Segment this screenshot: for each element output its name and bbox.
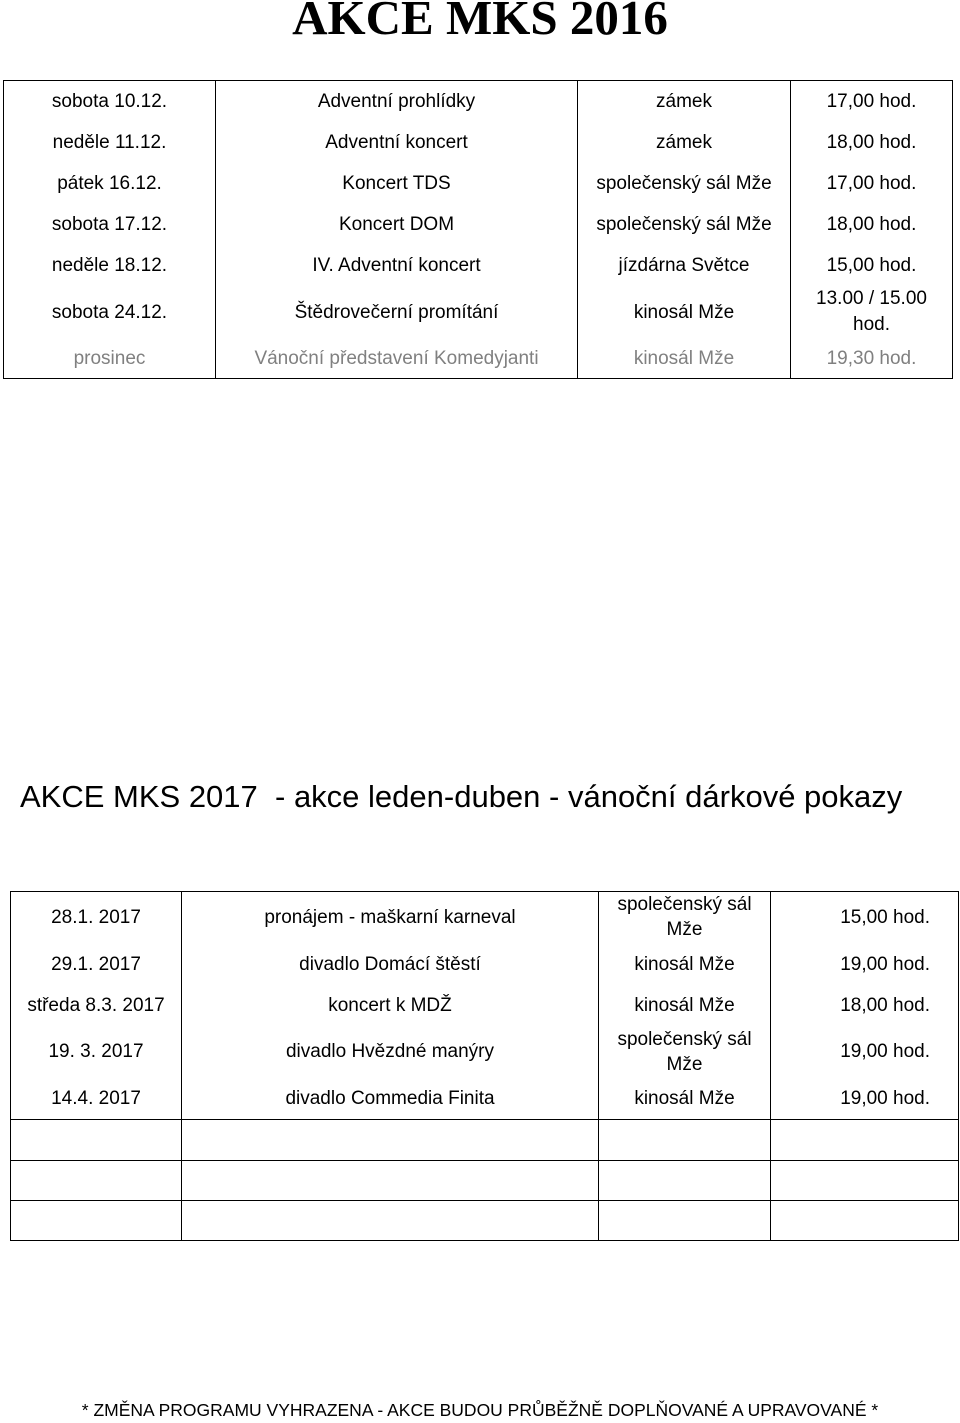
table-row xyxy=(4,122,953,163)
date-cell: 28.1. 2017 xyxy=(11,892,182,943)
table-row xyxy=(11,1078,959,1120)
date-cell: sobota 17.12. xyxy=(4,204,216,245)
empty-row xyxy=(11,1120,959,1161)
date-cell: neděle 18.12. xyxy=(4,245,216,286)
venue-cell: společenský sál Mže xyxy=(578,204,791,245)
event-cell: divadlo Domácí štěstí xyxy=(182,943,599,986)
date-cell: pátek 16.12. xyxy=(4,163,216,204)
venue-cell: společenský sál Mže xyxy=(578,163,791,204)
empty-cell xyxy=(11,1201,182,1241)
empty-cell xyxy=(11,1120,182,1161)
event-cell: Vánoční představení Komedyjanti xyxy=(216,339,578,379)
venue-cell: kinosál Mže xyxy=(599,1078,771,1120)
empty-cell xyxy=(182,1120,599,1161)
date-cell: prosinec xyxy=(4,339,216,379)
time-cell: 17,00 hod. xyxy=(791,163,953,204)
event-cell: Koncert DOM xyxy=(216,204,578,245)
venue-cell xyxy=(599,1026,771,1078)
time-cell: 18,00 hod. xyxy=(791,122,953,163)
empty-cell xyxy=(11,1161,182,1201)
empty-cell xyxy=(771,1161,959,1201)
table-row xyxy=(4,81,953,122)
time-cell: 15,00 hod. xyxy=(771,892,959,943)
date-cell: 19. 3. 2017 xyxy=(11,1026,182,1078)
empty-cell xyxy=(599,1161,771,1201)
time-cell: 15,00 hod. xyxy=(791,245,953,286)
empty-cell xyxy=(771,1201,959,1241)
time-cell: 19,00 hod. xyxy=(771,1078,959,1120)
time-cell: 18,00 hod. xyxy=(791,204,953,245)
venue-cell xyxy=(599,892,771,943)
venue-cell: zámek xyxy=(578,81,791,122)
venue-text: společenský sál Mže xyxy=(617,894,752,941)
venue-cell: kinosál Mže xyxy=(578,286,791,339)
date-cell: 29.1. 2017 xyxy=(11,943,182,986)
table-row xyxy=(4,286,953,339)
events-2016-table xyxy=(3,80,953,379)
venue-cell: jízdárna Světce xyxy=(578,245,791,286)
venue-cell: zámek xyxy=(578,122,791,163)
venue-cell: kinosál Mže xyxy=(599,986,771,1026)
table-row xyxy=(4,245,953,286)
event-cell: divadlo Hvězdné manýry xyxy=(182,1026,599,1078)
date-cell: sobota 24.12. xyxy=(4,286,216,339)
event-cell: IV. Adventní koncert xyxy=(216,245,578,286)
time-cell: 17,00 hod. xyxy=(791,81,953,122)
event-cell: koncert k MDŽ xyxy=(182,986,599,1026)
table-row xyxy=(11,943,959,986)
event-cell: Adventní koncert xyxy=(216,122,578,163)
time-cell: 19,00 hod. xyxy=(771,1026,959,1078)
venue-cell: kinosál Mže xyxy=(599,943,771,986)
date-cell: neděle 11.12. xyxy=(4,122,216,163)
table-row xyxy=(4,163,953,204)
empty-cell xyxy=(771,1120,959,1161)
venue-cell: kinosál Mže xyxy=(578,339,791,379)
event-cell: pronájem - maškarní karneval xyxy=(182,892,599,943)
table-row xyxy=(11,1026,959,1078)
time-cell: 19,00 hod. xyxy=(771,943,959,986)
time-text: 13.00 / 15.00 hod. xyxy=(816,288,927,335)
table-row xyxy=(4,339,953,379)
empty-cell xyxy=(599,1201,771,1241)
empty-cell xyxy=(182,1161,599,1201)
event-cell: Adventní prohlídky xyxy=(216,81,578,122)
footer-note: * ZMĚNA PROGRAMU VYHRAZENA - AKCE BUDOU PRŮBĚŽNĚ DOPLŇOVANÉ A UPRAVOVANÉ * xyxy=(81,1400,879,1420)
event-cell: Koncert TDS xyxy=(216,163,578,204)
date-cell: 14.4. 2017 xyxy=(11,1078,182,1120)
date-cell: sobota 10.12. xyxy=(4,81,216,122)
page-title: AKCE MKS 2016 xyxy=(292,0,668,45)
empty-cell xyxy=(182,1201,599,1241)
empty-row xyxy=(11,1161,959,1201)
table-row xyxy=(11,986,959,1026)
table-row xyxy=(11,892,959,943)
events-2017-table xyxy=(10,891,959,1241)
empty-cell xyxy=(599,1120,771,1161)
event-cell: Štědrovečerní promítání xyxy=(216,286,578,339)
venue-text: společenský sál Mže xyxy=(617,1028,752,1075)
section-heading-2017: AKCE MKS 2017 - akce leden-duben - vánoční dárkové pokazy xyxy=(20,779,903,814)
time-cell: 18,00 hod. xyxy=(771,986,959,1026)
time-cell xyxy=(791,286,953,339)
event-cell: divadlo Commedia Finita xyxy=(182,1078,599,1120)
date-cell: středa 8.3. 2017 xyxy=(11,986,182,1026)
empty-row xyxy=(11,1201,959,1241)
table-row xyxy=(4,204,953,245)
time-cell: 19,30 hod. xyxy=(791,339,953,379)
